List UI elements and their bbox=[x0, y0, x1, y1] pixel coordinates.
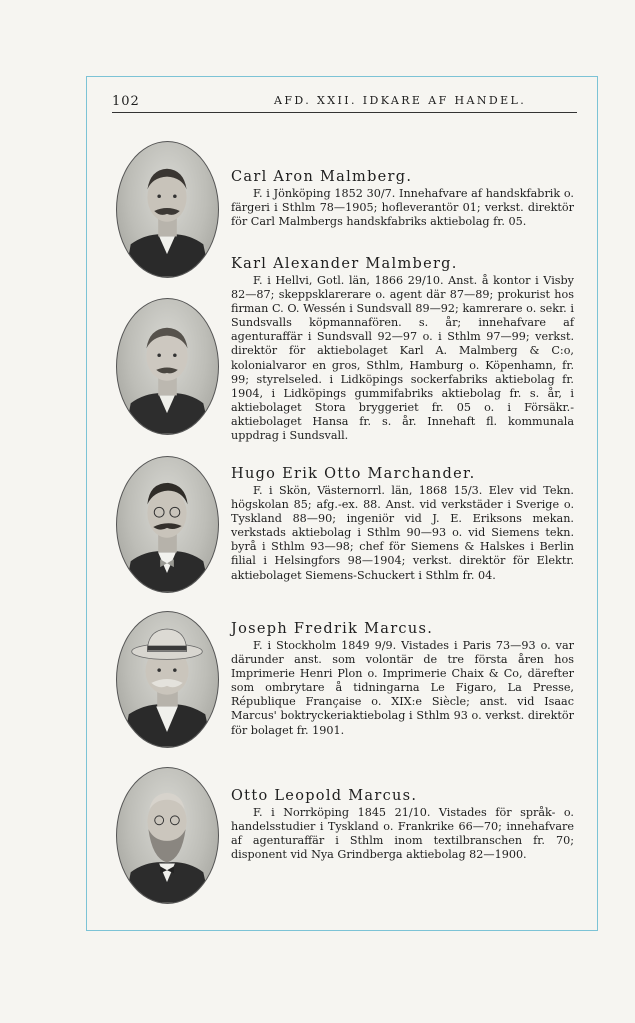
portrait-1-image bbox=[117, 142, 218, 277]
entry-bio: F. i Jönköping 1852 30/7. Innehafvare af handskfabrik o. färgeri i Sthlm 78—1905; hofleverantör 01; verkst. direktör för Carl Malmbergs handskfabriks aktiebolag fr. 05. bbox=[231, 187, 574, 229]
portrait-otto-leopold-marcus bbox=[116, 767, 219, 904]
page-number: 102 bbox=[112, 94, 140, 109]
portrait-hugo-erik-otto-marchander bbox=[116, 456, 219, 593]
portrait-karl-alexander-malmberg bbox=[116, 298, 219, 435]
portrait-4-image bbox=[117, 612, 218, 747]
portrait-2-image bbox=[117, 299, 218, 434]
portrait-carl-aron-malmberg bbox=[116, 141, 219, 278]
entry-name: Otto Leopold Marcus. bbox=[231, 788, 418, 804]
entry-name: Carl Aron Malmberg. bbox=[231, 169, 413, 185]
entry-bio: F. i Norrköping 1845 21/10. Vistades för språk- o. handelsstudier i Tyskland o. Frankrike 66—70; innehafvare af agenturaffär i Sthlm inom textilbranschen fr. 70; disponent vid Nya Grindberga aktiebolag 82—1900. bbox=[231, 806, 574, 862]
portrait-5-image bbox=[117, 768, 218, 903]
entry-bio: F. i Skön, Västernorrl. län, 1868 15/3. Elev vid Tekn. högskolan 85; afg.-ex. 88. Anst. vid verkstäder i Sverige o. Tyskland 88—90; ingeniör vid J. E. Eriksons mekan. verkstads aktiebolag i Sthlm 90—93 o. vid Siemens tekn. byrå i Sthlm 93—98; chef för Siemens & Halskes i Berlin filial i Helsingfors 98—1904; verkst. direktör för Elektr. aktiebolaget Siemens-Schuckert i Sthlm fr. 04. bbox=[231, 484, 574, 582]
entry-name: Hugo Erik Otto Marchander. bbox=[231, 466, 476, 482]
header-rule bbox=[112, 112, 577, 113]
running-header: AFD. XXII. IDKARE AF HANDEL. bbox=[274, 94, 527, 107]
entry-otto-leopold-marcus bbox=[231, 787, 574, 862]
portrait-3-image bbox=[117, 457, 218, 592]
entry-bio: F. i Hellvi, Gotl. län, 1866 29/10. Anst. å kontor i Visby 82—87; skeppsklarerare o. agent där 87—89; prokurist hos firman C. O. Wessén i Sundsvall 89—92; kamrerare o. sekr. i Sundsvalls köpmannafören. s. år; innehafvare af agenturaffär i Sundsvall 92—97 o. i Sthlm 97—99; verkst. direktör för aktiebolaget Karl A. Malmberg & C:o, kolonialvaror en gros, Sthlm, Hamburg o. Köpenhamn, fr. 99; styrelseled. i Lidköpings sockerfabriks aktiebolag fr. 1904, i Lidköpings gummifabriks aktiebolag fr. s. år, i aktiebolaget Stora bryggeriet fr. 05 o. i Försäkr.-aktiebolaget Hansa fr. s. år. Innehaft fl. kommunala uppdrag i Sundsvall. bbox=[231, 274, 574, 443]
entry-name: Joseph Fredrik Marcus. bbox=[231, 621, 434, 637]
entry-karl-alexander-malmberg bbox=[231, 255, 574, 443]
entry-bio: F. i Stockholm 1849 9/9. Vistades i Paris 73—93 o. var därunder anst. som volontär de tre första åren hos Imprimerie Henri Plon o. Imprimerie Chaix & Co, därefter som ombrytare å tidningarna Le Figaro, La Presse, République Française o. XIX:e Siècle; anst. vid Isaac Marcus' boktryckeriaktiebolag i Sthlm 93 o. verkst. direktör för bolaget fr. 1901. bbox=[231, 639, 574, 737]
entry-joseph-fredrik-marcus bbox=[231, 620, 574, 738]
entry-carl-aron-malmberg bbox=[231, 168, 574, 229]
entry-hugo-erik-otto-marchander bbox=[231, 465, 574, 583]
portrait-joseph-fredrik-marcus bbox=[116, 611, 219, 748]
entry-name: Karl Alexander Malmberg. bbox=[231, 256, 458, 272]
